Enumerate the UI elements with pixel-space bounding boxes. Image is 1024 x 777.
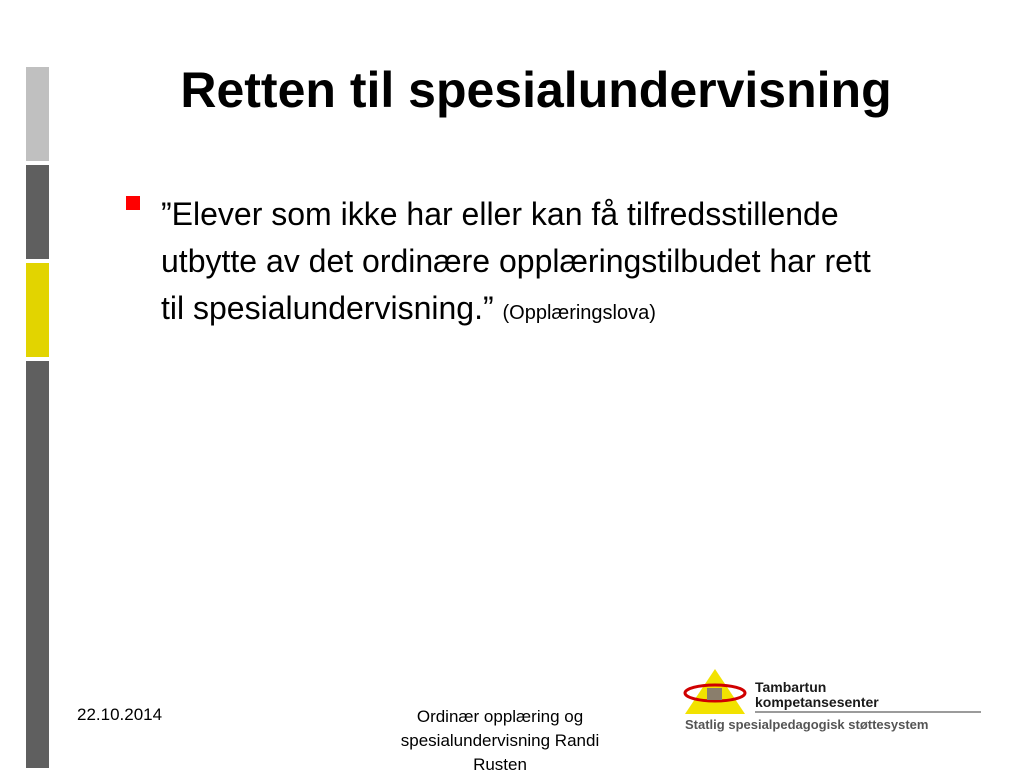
sidebar-segment-yellow <box>26 263 49 357</box>
sidebar-segment-dark <box>26 165 49 259</box>
footer-center-text: Ordinær opplæring og spesialundervisning Randi Rusten <box>400 707 600 774</box>
bullet-source: (Opplæringslova) <box>502 302 656 324</box>
logo-name-line1: Tambartun <box>755 679 827 695</box>
sidebar-segment-light <box>26 67 49 161</box>
logo-name-line2: kompetansesenter <box>755 694 879 710</box>
slide-title: Retten til spesialundervisning <box>180 62 892 118</box>
footer-date: 22.10.2014 <box>77 705 163 724</box>
sidebar-segment-dark-bottom <box>26 361 49 768</box>
square-bullet-icon <box>126 196 140 210</box>
bullet-text: ”Elever som ikke har eller kan få tilfredsstillende utbytte av det ordinære opplæringstilbudet har rett til spesialundervisning.” <box>161 196 871 326</box>
bullet-item <box>126 191 886 337</box>
tambartun-logo <box>683 668 983 738</box>
bullet-content <box>161 191 886 337</box>
logo-tagline: Statlig spesialpedagogisk støttesystem <box>685 717 929 732</box>
logo-name <box>755 680 879 710</box>
